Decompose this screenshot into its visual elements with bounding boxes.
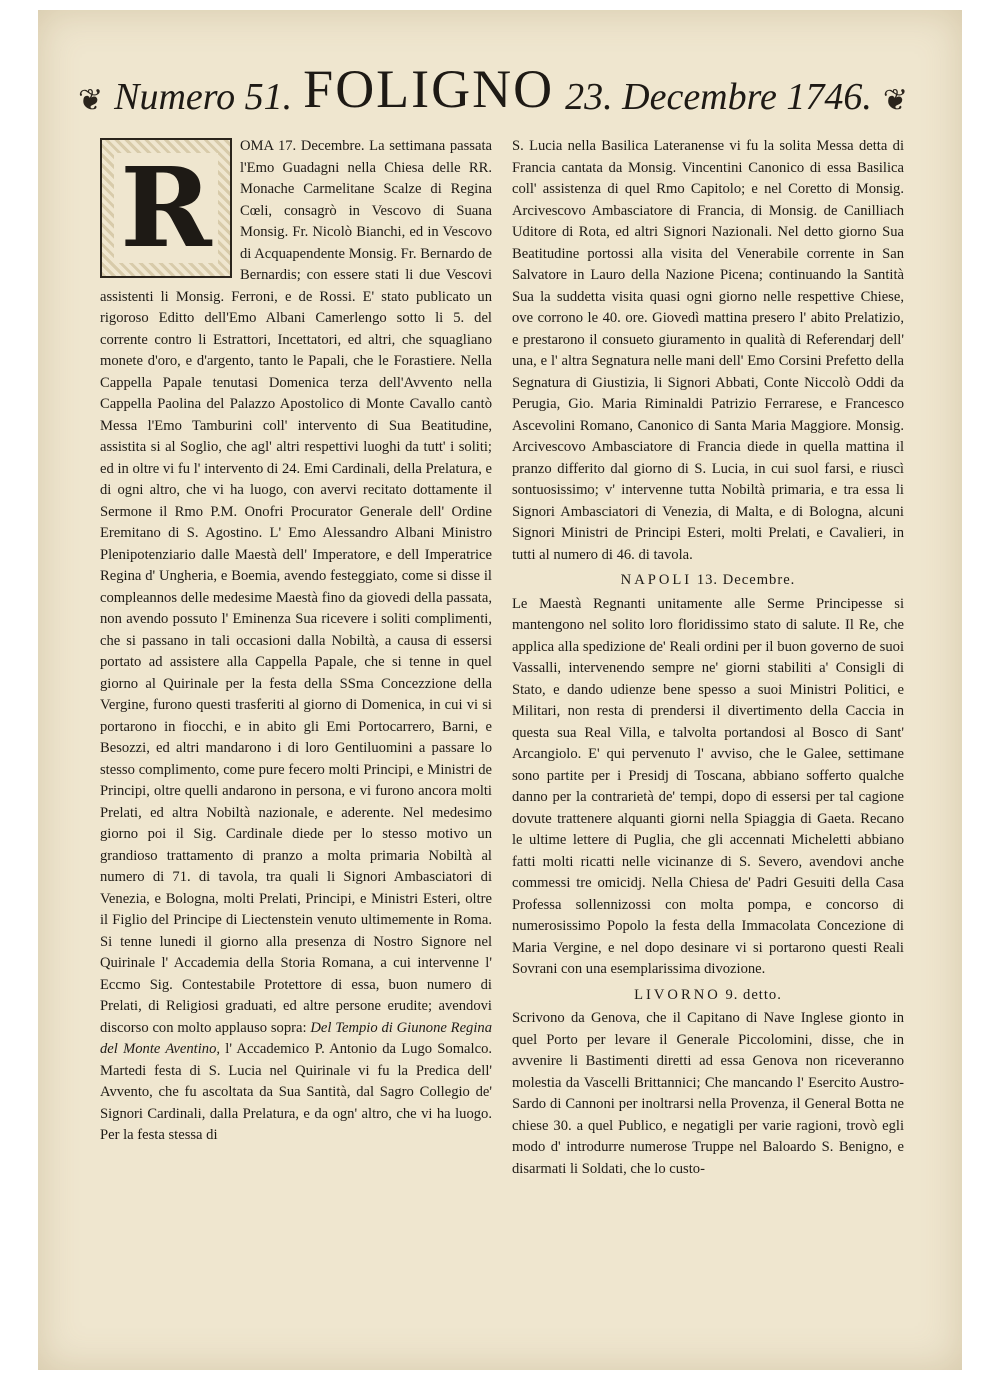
- ornament-right-icon: ❦: [882, 84, 908, 117]
- issue-date: 23. Decembre 1746.: [565, 76, 872, 118]
- roma-article-italic-title: Del Tempio di Giunone Regina del Monte Aventino,: [100, 1019, 492, 1057]
- masthead-title: FOLIGNO: [303, 59, 555, 119]
- roma-article: [100, 136, 492, 1147]
- napoli-date: 13. Decembre.: [696, 572, 796, 588]
- dropcap-letter: R: [114, 153, 217, 263]
- napoli-heading: [512, 570, 904, 592]
- right-column: [512, 136, 904, 1180]
- livorno-article: Scrivono da Genova, che il Capitano di Nave Inglese gionto in quel Porto per levare il Generale Piccolomini, disse, che in avvenire li Bastimenti diretti ad essa Genova non riceveranno molestia da Vascelli Brittannici; Che mancando l' Esercito Austro-Sardo di Cannoni per inoltrarsi nella Provenza, il General Botta ne chiese 30. a quel Publico, e negatigli per varie ragioni, trovò egli modo d' introdurre numerose Truppe nel Baloardo S. Benigno, e disarmati li Soldati, che lo custo-: [512, 1010, 904, 1177]
- ornament-left-icon: ❦: [78, 84, 104, 117]
- left-column: [100, 136, 492, 1147]
- issue-number: Numero 51.: [114, 76, 293, 118]
- dropcap-ornament: [100, 138, 232, 278]
- napoli-article: Le Maestà Regnanti unitamente alle Serme Principesse si mantengono nel solito loro floridissimo stato di salute. Il Re, che applica alla spedizione de' Reali ordini per il buon governo de suoi Vassalli, intervenendo sempre ne' giorni stabiliti a' Consigli di Stato, e dando udienze bene spesso a suoi Ministri Politici, e Militari, non resta di prendersi il divertimento della Caccia in questa sua Real Villa, e talvolta portandosi al Bosco di Sant' Arcangiolo. E' qui pervenuto l' avviso, che le Galee, settimane sono partite per i Presidj di Toscana, abbiano sofferto qualche danno per la contrarietà de' tempi, dopo di essersi per tal cagione dovute trattenere alquanti giorni nella Spiaggia di Gaeta. Recano le ultime lettere di Puglia, che gli accennati Micheletti abbiano fatti molti ricatti nelle vicinanze di S. Severo, avendovi anche commessi tre omicidj. Nella Chiesa de' Padri Gesuiti della Casa Professa sollennizossi con molta pompa, e concorso di numerosissimo Popolo la festa della Immacolata Concezione di Maria Vergine, e nel dopo desinare vi si portarono questi Reali Sovrani con una esemplarissima divozione.: [512, 595, 904, 977]
- roma-article-closing: l' Accademico P. Antonio da Lugo Somalco. Martedi festa di S. Lucia nel Quirinale vi fu la Predica dell' Avvento, che fu ascoltata da Sua Santità, dal Sagro Collegio de' Signori Cardinali, dalla Prelatura, e da ogn' altro, che vi ha luogo. Per la festa stessa di: [100, 1041, 493, 1143]
- livorno-date: 9. detto.: [725, 986, 782, 1003]
- livorno-heading: [512, 985, 904, 1007]
- roma-article-opening: OMA 17. Decembre. La settimana passata l'Emo Guadagni nella Chiesa delle RR. Monache Carmelitane Scalze di Regina Cœli, consagrò in Vescovo di Suana Monsig. Fr. Nicolò Bianchi, ed in Vescovo di Acquapendente Monsig. Fr. Bernardo de Bernardis; con essere stati li due Vescovi assistenti li Monsig. Ferroni, e de Rossi. E' stato publicato un rigoroso Editto dell'Emo Albani Camerlengo sotto li 5. del corrente contro li Estrattori, Incettatori, ed altri, che squagliano monete d'oro, e d'argento, tanto le Papali, che le Forastiere. Nella Cappella Papale tenutasi Domenica terza dell'Avvento nella Cappella Paolina del Palazzo Apostolico di Monte Cavallo cantò Messa l'Emo Tamburini coll' intervento di Sua Beatitudine, assistita si al Soglio, che agl' altri respettivi luoghi da tutt' i soliti; ed in oltre vi fu l' intervento di 24. Emi Cardinali, della Prelatura, e di ogni altro, che vi ha luogo, con avervi recitato dottamente il Sermone il Rmo P.M. Onofri Procurator Generale dell' Ordine Eremitano di S. Agostino. L' Emo Alessandro Albani Ministro Plenipotenziario dalle Maestà dell' Imperatore, e dell Imperatrice Regina d' Ungheria, e Boemia, avendo festeggiato, come si disse il compleannos delle medesime Maestà fino da giovedi della passata, non avendo possuto l' Eminenza Sua ricevere i soliti complimenti, che si passano in tali occasioni dalla Nobiltà, a causa di essersi portato ad assistere alla Cappella Papale, che si tenne in quel giorno al Quirinale per la festa della SSma Concezzione della Vergine, furono questi trasferiti al giorno di Domenica, in cui vi si portarono in fiocchi, e in abito gli Emi Portocarrero, Barni, e Besozzi, ed altri mandarono i di loro Gentiluomini a passare lo stesso complimento, come pure fecero molti Principi, e Ministri de Principi, oltre quelli andarono in persona, e vi furono ancora molti Prelati, ed altra Nobiltà nazionale, e aderente. Nel medesimo giorno poi il Sig. Cardinale diede per lo stesso motivo un grandioso trattamento di pranzo a molta primaria Nobiltà al numero di 71. di tavola, tra quali li Signori Ambasciatori di Venezia, e Bologna, molti Prelati, Principi, e Ministri Esteri, oltre il Figlio del Principe di Liectenstein venuto ultimemente in Roma. Si tenne lunedi il giorno alla presenza di Nostro Signore nel Quirinale l' Accademia della Storia Romana, a cui intervenne l' Eccmo Sig. Contestabile Protettore di essa, buon numero di Prelati, di Religiosi graduati, ed altre persone erudite; avendovi discorso con molto applauso sopra:: [100, 138, 492, 1036]
- masthead: [78, 56, 908, 119]
- napoli-city: NAPOLI: [620, 572, 693, 588]
- livorno-city: LIVORNO: [634, 986, 721, 1003]
- roma-article-continued: S. Lucia nella Basilica Lateranense vi fu la solita Messa detta di Francia cantata da Monsig. Vincentini Canonico di essa Basilica coll' assistenza di quel Rmo Capitolo; e nel Coretto di Monsig. Arcivescovo Ambasciatore di Francia, di Monsig. de Canilliach Uditore di Rota, ed altri Signori Nazionali. Nel detto giorno Sua Beatitudine portossi alla visita del Venerabile corrente in San Salvatore in Lauro della Nazione Picena; continuando la Santità Sua la suddetta visita quasi ogni giorno nelle respettive Chiese, ove corrono le 40. ore. Giovedì mattina presero l' abito Prelatizio, e prestarono il consueto giuramento in qualità di Referendarj dell' una, e l' altra Segnatura nelle mani dell' Emo Corsini Prefetto della Segnatura di Giustizia, li Signori Abbati, Conte Niccolò Oddi da Perugia, Gio. Maria Riminaldi Patrizio Ferrarese, e Francesco Ascevolini Romano, Canonico di Santa Maria Maggiore. Monsig. Arcivescovo Ambasciatore di Francia diede in quella mattina il pranzo differito dal giorno di S. Lucia, in cui suol farsi, e riuscì sontuosissimo; v' intervenne tutta Nobiltà primaria, e tra essa li Signori Ambasciatori di Venezia, di Malta, e di Bologna, alcuni Signori Ministri de Principi Esteri, molti Prelati, e Cavalieri, in tutti al numero di 46. di tavola.: [512, 138, 904, 563]
